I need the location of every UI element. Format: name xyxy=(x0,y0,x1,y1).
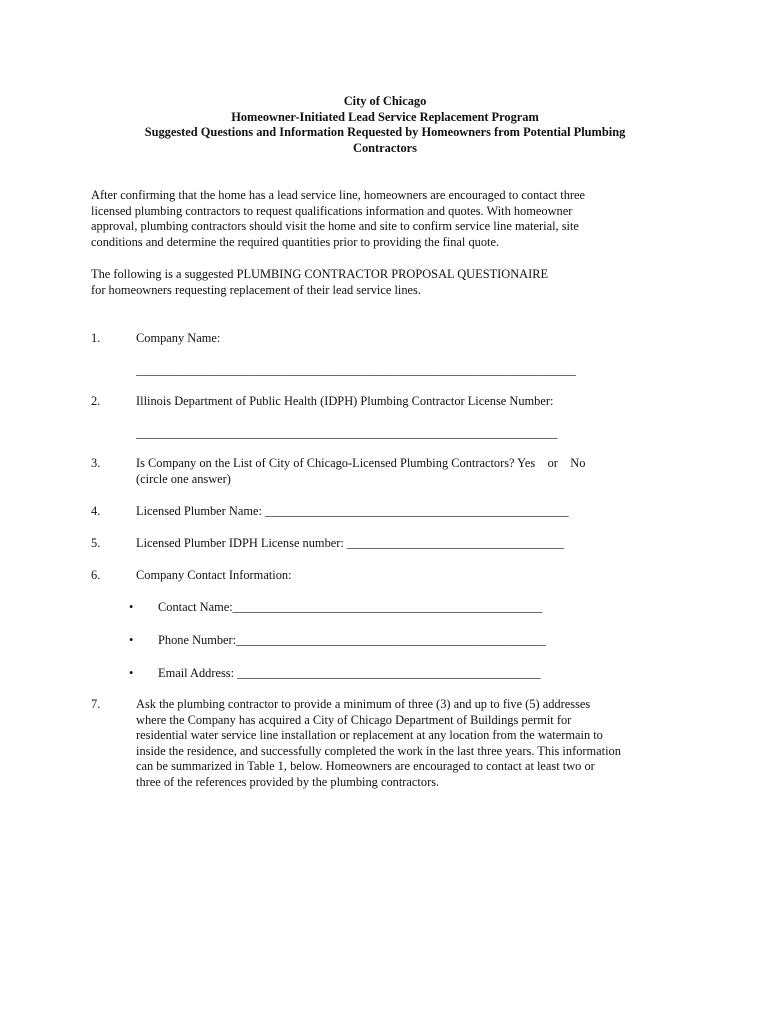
phone-number-field[interactable]: Phone Number:__________________________________________________ xyxy=(158,633,546,647)
item-number: 4. xyxy=(91,504,101,518)
header-program: Homeowner-Initiated Lead Service Replacement Program xyxy=(231,109,539,124)
item-number: 3. xyxy=(91,456,101,470)
item-number: 5. xyxy=(91,536,101,550)
item-text-note: (circle one answer) xyxy=(136,471,231,486)
document-header xyxy=(90,94,680,156)
intro-line: approval, plumbing contractors should visit the home and site to confirm service line material, site xyxy=(91,219,579,234)
item-text: Illinois Department of Public Health (IDPH) Plumbing Contractor License Number: xyxy=(136,394,554,408)
bullet-glyph: • xyxy=(129,600,134,614)
questionnaire-intro-line: for homeowners requesting replacement of their lead service lines. xyxy=(91,282,421,297)
item-text[interactable]: Is Company on the List of City of Chicago-Licensed Plumbing Contractors? Yes or No xyxy=(136,456,586,470)
company-name-blank[interactable]: _______________________________________________________________________ xyxy=(136,363,576,377)
item-text-line: inside the residence, and successfully completed the work in the last three years. This information xyxy=(136,743,621,758)
email-address-field[interactable]: Email Address: _________________________________________________ xyxy=(158,666,541,680)
questionnaire-intro xyxy=(91,267,661,298)
bullet-glyph: • xyxy=(129,633,134,647)
plumber-name-field[interactable]: Licensed Plumber Name: _________________________________________________ xyxy=(136,504,569,518)
license-number-blank[interactable]: ____________________________________________________________________ xyxy=(136,426,558,440)
questionnaire-intro-line: The following is a suggested PLUMBING CONTRACTOR PROPOSAL QUESTIONAIRE xyxy=(91,267,549,281)
item-text-line: can be summarized in Table 1, below. Homeowners are encouraged to contact at least two or xyxy=(136,759,595,774)
item-text-line: residential water service line installation or replacement at any location from the watermain to xyxy=(136,728,603,743)
bullet-glyph: • xyxy=(129,666,134,680)
item-number: 1. xyxy=(91,331,101,345)
item-text: Company Name: xyxy=(136,331,221,345)
item-text-block xyxy=(136,456,676,487)
intro-line: After confirming that the home has a lead service line, homeowners are encouraged to contact three xyxy=(91,188,586,202)
intro-line: licensed plumbing contractors to request qualifications information and quotes. With homeowner xyxy=(91,203,573,218)
item-text-block xyxy=(136,697,676,791)
item-number: 2. xyxy=(91,394,101,408)
header-subtitle-line1: Suggested Questions and Information Requested by Homeowners from Potential Plumbing xyxy=(144,125,626,140)
item-number: 6. xyxy=(91,568,101,582)
item-text-line: where the Company has acquired a City of Chicago Department of Buildings permit for xyxy=(136,712,572,727)
header-city: City of Chicago xyxy=(343,94,427,108)
item-number: 7. xyxy=(91,697,101,711)
plumber-license-field[interactable]: Licensed Plumber IDPH License number: ___________________________________ xyxy=(136,536,564,550)
intro-line: conditions and determine the required quantities prior to providing the final quote. xyxy=(91,234,500,249)
item-text-line: three of the references provided by the plumbing contractors. xyxy=(136,774,440,789)
item-text-line: Ask the plumbing contractor to provide a minimum of three (3) and up to five (5) addresses xyxy=(136,697,591,711)
item-text: Company Contact Information: xyxy=(136,568,292,582)
intro-paragraph xyxy=(91,188,661,250)
contact-name-field[interactable]: Contact Name:__________________________________________________ xyxy=(158,600,543,614)
header-subtitle-line2: Contractors xyxy=(353,140,417,155)
